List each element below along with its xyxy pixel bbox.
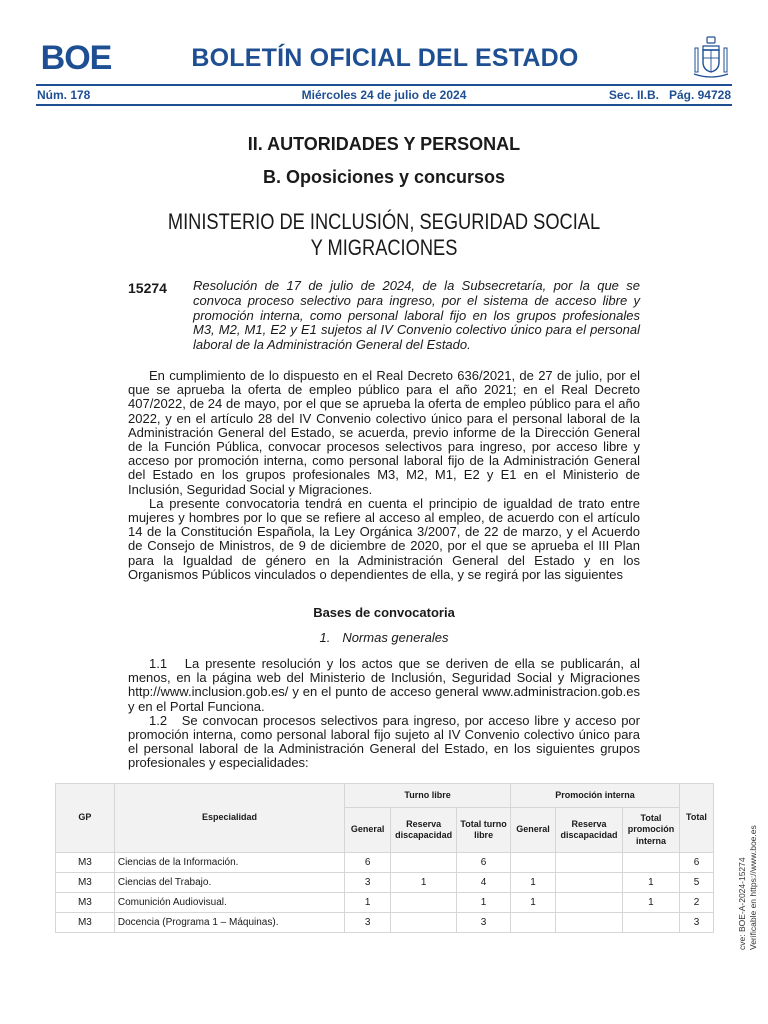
col-especialidad: Especialidad (114, 784, 344, 853)
paragraph: 1.2 Se convocan procesos selectivos para ingreso, por acceso libre y acceso por promoción interna, como personal laboral fijo sujeto al IV Convenio colectivo único para el personal laboral de la Administración General del Estado, en los siguientes grupos profesionales y especialidades: (128, 712, 644, 771)
cell-gp: M3 (56, 853, 115, 873)
col-group-promocion-interna: Promoción interna (511, 784, 680, 808)
col-total: Total (679, 784, 713, 853)
header-rule-bottom (36, 104, 732, 106)
cell-pi-total (622, 853, 679, 873)
cell-tl-general: 3 (345, 913, 391, 933)
col-tl-reserva: Reserva discapacidad (391, 808, 457, 853)
col-tl-general: General (345, 808, 391, 853)
cell-pi-general (511, 853, 556, 873)
paragraph: En cumplimiento de lo dispuesto en el Real Decreto 636/2021, de 27 de julio, por el que se aprueba la oferta de empleo público para el año 2021; en el Real Decreto 407/2022, de 24 de mayo, por el que se aprueba la oferta de empleo público para el año 2022, y en el artículo 28 del IV Convenio colectivo único para el personal laboral de la Administración General del Estado, se acuerda, previo informe de la Dirección General de la Función Pública, convocar procesos selectivos para ingreso, por acceso libre y acceso por promoción interna, como personal laboral fijo de la Administración General del Estado en los grupos profesionales M3, M2, M1, E2 y E1 en el Ministerio de Inclusión, Seguridad Social y Migraciones. (128, 368, 640, 497)
cell-tl-reserva (391, 913, 457, 933)
col-pi-general: General (511, 808, 556, 853)
cell-tl-general: 6 (345, 853, 391, 873)
cell-especialidad: Ciencias del Trabajo. (114, 873, 344, 893)
cell-pi-general (511, 913, 556, 933)
table-row (56, 913, 714, 933)
paragraph: 1.1 La presente resolución y los actos que se deriven de ella se publicarán, al menos, en la página web del Ministerio de Inclusión, Seguridad Social y Migraciones http://www.inclusion.gob.es/ y en el punto de acceso general www.administracion.gob.es y en el Portal Funciona. (128, 656, 644, 714)
cve-code: cve: BOE-A-2024-15274 (737, 857, 747, 950)
resolution-summary: Resolución de 17 de julio de 2024, de la Subsecretaría, por la que se convoca proceso selectivo para ingreso, por el sistema de acceso libre y promoción interna, como personal laboral fijo en los grupos profesionales M3, M2, M1, E2 y E1 sujetos al IV Convenio colectivo único para el personal laboral de la Administración General del Estado. (193, 278, 640, 353)
ministry-line-2: Y MIGRACIONES (310, 235, 458, 260)
issue-date: Miércoles 24 de julio de 2024 (301, 88, 467, 102)
cell-tl-total: 3 (457, 913, 511, 933)
cell-total: 2 (679, 893, 713, 913)
bases-heading: Bases de convocatoria (313, 605, 455, 620)
boe-logo-text: BOE (40, 41, 112, 73)
plazas-table (55, 783, 714, 933)
cell-tl-total: 4 (457, 873, 511, 893)
cell-total: 3 (679, 913, 713, 933)
normas-heading (0, 630, 768, 645)
cell-tl-reserva (391, 853, 457, 873)
body-intro (128, 369, 640, 582)
ministry-line-1: MINISTERIO DE INCLUSIÓN, SEGURIDAD SOCIAL (167, 209, 601, 234)
newspaper-title: BOLETÍN OFICIAL DEL ESTADO (191, 44, 579, 72)
coat-of-arms-icon (692, 36, 730, 80)
verify-url: Verificable en https://www.boe.es (747, 825, 758, 950)
cell-pi-reserva (555, 893, 622, 913)
col-pi-total: Total promoción interna (622, 808, 679, 853)
verification-note (737, 825, 758, 950)
body-normas (128, 656, 644, 771)
cell-pi-total (622, 913, 679, 933)
table-row (56, 853, 714, 873)
col-group-turno-libre: Turno libre (345, 784, 511, 808)
cell-especialidad: Ciencias de la Información. (114, 853, 344, 873)
cell-total: 6 (679, 853, 713, 873)
cell-tl-total: 6 (457, 853, 511, 873)
cell-pi-general: 1 (511, 873, 556, 893)
paragraph: La presente convocatoria tendrá en cuenta el principio de igualdad de trato entre mujeres y hombres por lo que se refiere al acceso al empleo, de acuerdo con el artículo 14 de la Constitución Española, la Ley Orgánica 3/2007, de 22 de marzo, y el Acuerdo de Consejo de Ministros, de 9 de diciembre de 2020, por el que se aprueba el III Plan para la Igualdad de género en la Administración General del Estado y en los Organismos Públicos vinculados o dependientes de ella, y se regirá por las siguientes (128, 495, 640, 582)
col-tl-total: Total turno libre (457, 808, 511, 853)
header-rule-top (36, 84, 732, 86)
section-title: II. AUTORIDADES Y PERSONAL (247, 134, 521, 154)
normas-number: 1. (319, 630, 331, 645)
col-gp: GP (56, 784, 115, 853)
cell-pi-total: 1 (622, 893, 679, 913)
cell-tl-reserva (391, 893, 457, 913)
resolution-number: 15274 (128, 280, 167, 296)
table-row (56, 893, 714, 913)
section-subtitle: B. Oposiciones y concursos (262, 167, 506, 187)
cell-pi-general: 1 (511, 893, 556, 913)
cell-total: 5 (679, 873, 713, 893)
cell-especialidad: Comunición Audiovisual. (114, 893, 344, 913)
cell-gp: M3 (56, 913, 115, 933)
normas-title: Normas generales (342, 630, 449, 645)
cell-tl-total: 1 (457, 893, 511, 913)
cell-pi-total: 1 (622, 873, 679, 893)
cell-pi-reserva (555, 853, 622, 873)
cell-gp: M3 (56, 893, 115, 913)
cell-pi-reserva (555, 873, 622, 893)
cell-tl-general: 3 (345, 873, 391, 893)
table-row (56, 873, 714, 893)
cell-tl-general: 1 (345, 893, 391, 913)
cell-especialidad: Docencia (Programa 1 – Máquinas). (114, 913, 344, 933)
col-pi-reserva: Reserva discapacidad (555, 808, 622, 853)
ministry-heading (65, 209, 702, 261)
cell-tl-reserva: 1 (391, 873, 457, 893)
cell-gp: M3 (56, 873, 115, 893)
issue-number: Núm. 178 (37, 88, 91, 102)
boe-logo (36, 41, 116, 73)
section-page: Sec. II.B. Pág. 94728 (608, 88, 731, 102)
cell-pi-reserva (555, 913, 622, 933)
